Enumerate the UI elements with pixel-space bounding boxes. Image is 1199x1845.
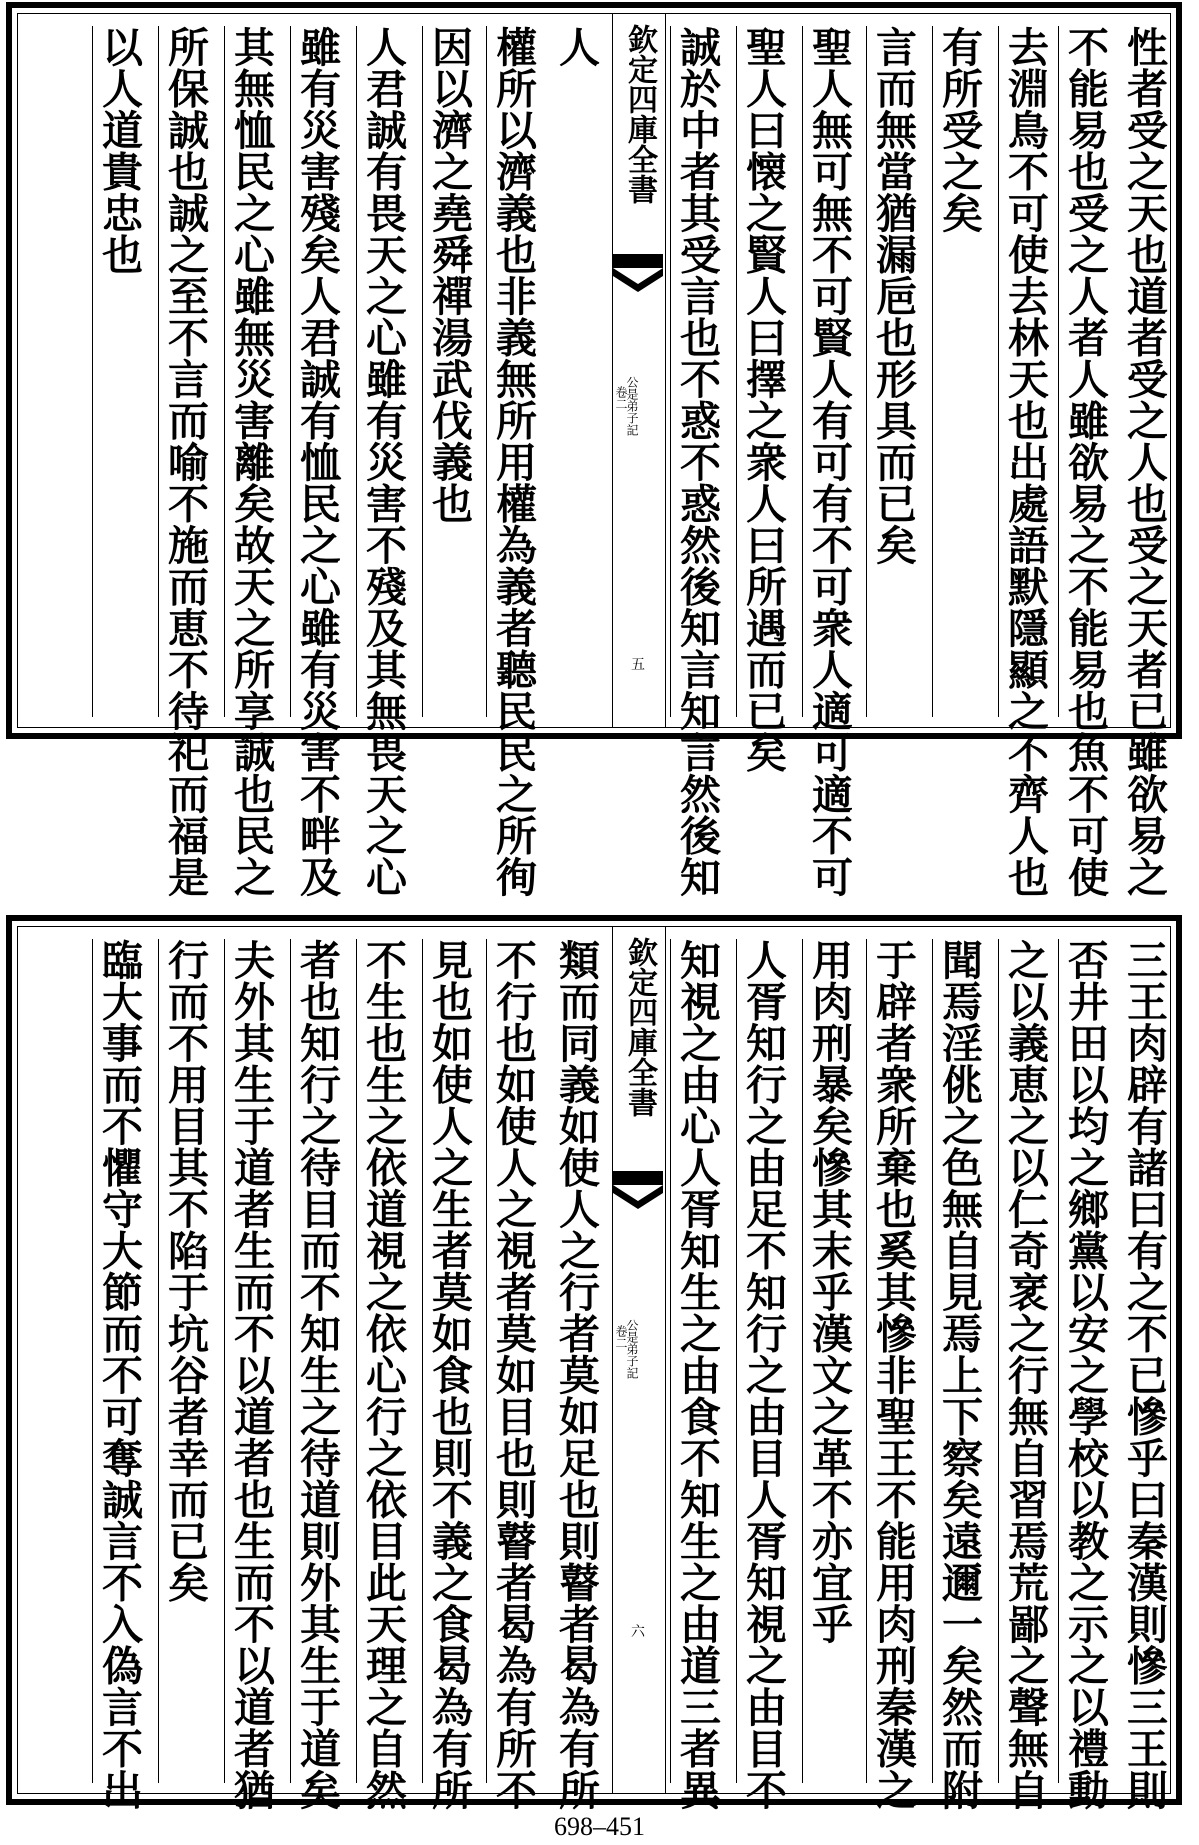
column-text: 其無恤民之心雖無災害離矣故天之所享誠也民之 (227, 26, 275, 898)
text-column (158, 26, 211, 898)
text-column (550, 26, 602, 717)
column-text: 見也如使人之生者莫如食也則不義之食曷為有所 (425, 939, 473, 1811)
text-column (866, 939, 919, 1811)
work-title: 公是弟子記 (625, 376, 639, 436)
text-column (290, 939, 343, 1811)
column-text: 不行也如使人之視者莫如目也則瞽者曷為有所不 (489, 939, 537, 1811)
text-column (932, 26, 985, 717)
bottom-page-frame (17, 926, 1171, 1811)
column-text: 者也知行之待目而不知生之待道則外其生于道矣 (293, 939, 341, 1811)
top-page-frame (17, 13, 1171, 898)
text-column (932, 939, 985, 1811)
text-column (486, 939, 539, 1811)
center-fold-strip (612, 927, 666, 1793)
leaf-number: 六 (631, 1624, 645, 1640)
text-column (224, 26, 277, 898)
column-text: 以人道貴忠也 (95, 26, 143, 275)
text-column (1058, 26, 1111, 898)
column-text: 臨大事而不懼守大節而不可奪誠言不入偽言不出 (95, 939, 143, 1811)
fishtail-mark-icon (613, 254, 663, 294)
column-text: 有所受之矣 (935, 26, 983, 234)
text-column (422, 939, 475, 1811)
top-page-panel (6, 2, 1182, 898)
text-column (422, 26, 475, 717)
column-text: 知視之由心人胥知生之由食不知生之由道三者異 (673, 939, 721, 1811)
collection-title: 欽定四庫全書 (622, 937, 657, 1117)
column-text: 權所以濟義也非義無所用權為義者聽民民之所徇 (489, 26, 537, 898)
work-title: 公是弟子記 (625, 1319, 639, 1379)
center-fold-strip (612, 14, 666, 727)
column-text: 因以濟之堯舜禪湯武伐義也 (425, 26, 473, 524)
text-column (224, 939, 277, 1811)
column-text: 夫外其生于道者生而不以道者也生而不以道者猶 (227, 939, 275, 1811)
page-reference-number: 698–451 (554, 1812, 645, 1841)
text-column (1118, 26, 1170, 898)
text-column (1118, 939, 1170, 1811)
text-column (998, 26, 1051, 898)
fishtail-mark-icon (613, 1171, 663, 1211)
column-text: 三王肉辟有諸曰有之不已慘乎曰秦漢則慘三王則 (1120, 939, 1168, 1811)
column-text: 于辟者衆所棄也奚其慘非聖王不能用肉刑秦漢之 (869, 939, 917, 1811)
text-column (486, 26, 539, 898)
text-column (802, 939, 855, 1783)
column-text: 言而無當猶漏巵也形具而已矣 (869, 26, 917, 566)
leaf-number: 五 (631, 657, 645, 673)
column-text: 所保誠也誠之至不言而喻不施而恵不待祀而福是 (161, 26, 209, 898)
column-text: 行而不用目其不陷于坑谷者幸而已矣 (161, 939, 209, 1603)
text-column (1058, 939, 1111, 1811)
volume-number: 卷二 (614, 1325, 628, 1349)
column-text: 人 (552, 26, 600, 68)
text-column (736, 26, 789, 773)
column-text: 否井田以均之鄉黨以安之學校以教之示之以禮動 (1061, 939, 1109, 1811)
text-column (356, 939, 409, 1811)
text-column (866, 26, 919, 717)
column-text: 不能易也受之人者人雖欲易之不能易也魚不可使 (1061, 26, 1109, 898)
text-column (736, 939, 789, 1811)
column-text: 性者受之天也道者受之人也受之天者已雖欲易之 (1120, 26, 1168, 898)
column-text: 人胥知行之由足不知行之由目人胥知視之由目不 (739, 939, 787, 1811)
column-text: 用肉刑暴矣慘其末乎漢文之革不亦宜乎 (805, 939, 853, 1645)
collection-title: 欽定四庫全書 (622, 24, 657, 204)
column-text: 不生也生之依道視之依心行之依目此天理之自然 (359, 939, 407, 1811)
column-text: 聖人無可無不可賢人有可有不可衆人適可適不可 (805, 26, 853, 898)
text-column (356, 26, 409, 898)
column-text: 人君誠有畏天之心雖有災害不殘及其無畏天之心 (359, 26, 407, 898)
column-text: 雖有災害殘矣人君誠有恤民之心雖有災害不畔及 (293, 26, 341, 898)
text-column (998, 939, 1051, 1811)
text-column (92, 26, 145, 717)
text-column (290, 26, 343, 898)
text-column (670, 939, 723, 1811)
text-column (670, 26, 723, 898)
column-text: 聖人曰懐之賢人曰擇之衆人曰所遇而已矣 (739, 26, 787, 773)
volume-number: 卷二 (614, 386, 628, 410)
text-column (92, 939, 145, 1811)
column-text: 類而同義如使人之行者莫如足也則瞽者曷為有所 (552, 939, 600, 1811)
column-text: 聞焉淫佻之色無自見焉上下察矣遠邇一矣然而附 (935, 939, 983, 1811)
bottom-page-panel (6, 915, 1182, 1811)
column-text: 誠於中者其受言也不惑不惑然後知言知言然後知 (673, 26, 721, 898)
text-column (158, 939, 211, 1783)
column-text: 之以義恵之以仁奇衺之行無自習焉荒鄙之聲無自 (1001, 939, 1049, 1811)
text-column (550, 939, 602, 1811)
text-column (802, 26, 855, 898)
column-text: 去淵鳥不可使去林天也出處語默隱顯之不齊人也 (1001, 26, 1049, 898)
